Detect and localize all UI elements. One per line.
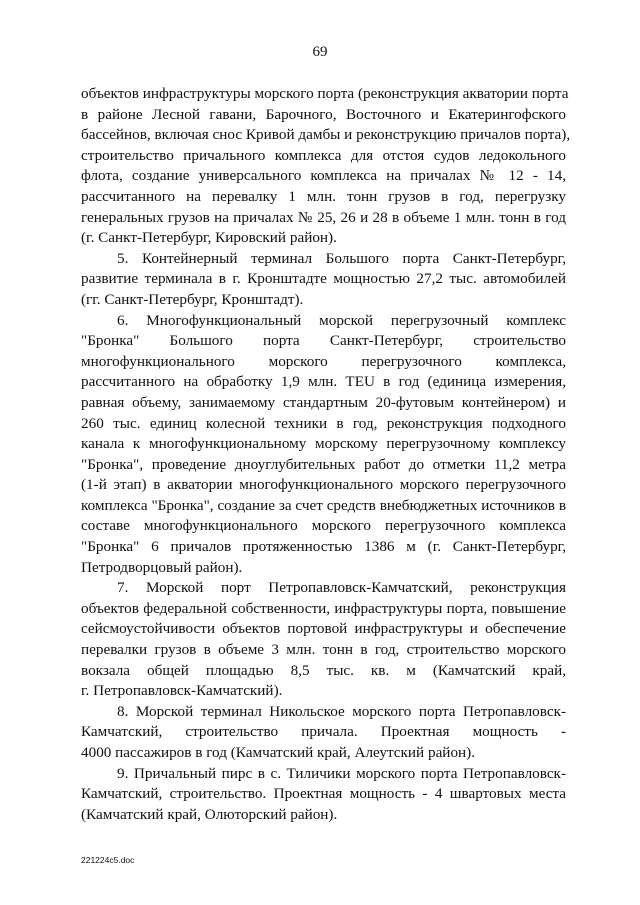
text-line: бассейнов, включая снос Кривой дамбы и реконструкцию причалов порта),	[81, 126, 571, 144]
text-line: в районе Лесной гавани, Барочного, Восточного и Екатерингофского	[81, 105, 566, 123]
text-line: объектов инфраструктуры морского порта (реконструкция акватории порта	[81, 85, 569, 102]
text-line: перевалки грузов в объеме 3 млн. тонн в год, строительство морского	[81, 641, 566, 659]
text-line: строительство причального комплекса для отстоя судов ледокольного	[81, 146, 566, 164]
text-line: вокзала общей площадью 8,5 тыс. кв. м (Камчатский край,	[81, 661, 566, 679]
text-line: Камчатский, строительство причала. Проектная мощность -	[81, 723, 566, 741]
text-line: многофункционального морского перегрузочного комплекса,	[81, 352, 566, 370]
text-line: комплекса "Бронка", создание за счет средств внебюджетных источников в	[81, 496, 566, 514]
paragraph	[81, 702, 566, 764]
paragraph	[81, 578, 566, 702]
text-line: 8. Морской терминал Никольское морского порта Петропавловск-	[117, 702, 566, 720]
text-line: генеральных грузов на причалах № 25, 26 и 28 в объеме 1 млн. тонн в год	[81, 208, 566, 226]
text-line: 7. Морской порт Петропавловск-Камчатский, реконструкция	[117, 579, 566, 597]
text-line: объектов федеральной собственности, инфраструктуры порта, повышение	[81, 599, 566, 617]
text-line: "Бронка" Большого порта Санкт-Петербург, строительство	[81, 332, 566, 350]
text-line: флота, создание универсального комплекса на причалах № 12 - 14,	[81, 167, 566, 185]
text-line: (1-й этап) в акватории многофункционального морского перегрузочного	[81, 476, 566, 494]
text-line: сейсмоустойчивости объектов портовой инфраструктуры и обеспечение	[81, 620, 566, 638]
text-line: 9. Причальный пирс в с. Тиличики морского порта Петропавловск-	[117, 764, 566, 782]
text-line: "Бронка", проведение дноуглубительных работ до отметки 11,2 метра	[81, 455, 566, 473]
text-line: 260 тыс. единиц колесной техники в год, реконструкция подходного	[81, 414, 566, 432]
text-line: (г. Санкт-Петербург, Кировский район).	[81, 229, 337, 247]
paragraph	[81, 311, 566, 579]
text-line: (Камчатский край, Олюторский район).	[81, 805, 338, 823]
text-line: составе многофункционального морского перегрузочного комплекса	[81, 517, 566, 535]
text-line: 6. Многофункциональный морской перегрузочный комплекс	[117, 311, 566, 329]
page-number: 69	[312, 44, 328, 60]
paragraph	[81, 764, 566, 826]
text-line: канала к многофункциональному морскому перегрузочному комплексу	[81, 435, 566, 453]
text-line: равная объему, занимаемому стандартным 20-футовым контейнером) и	[81, 393, 566, 411]
text-line: 4000 пассажиров в год (Камчатский край, Алеутский район).	[81, 744, 476, 761]
text-line: Камчатский, строительство. Проектная мощность - 4 швартовых места	[81, 785, 566, 803]
text-line: рассчитанного на перевалку 1 млн. тонн грузов в год, перегрузку	[81, 187, 566, 205]
text-line: рассчитанного на обработку 1,9 млн. TEU в год (единица измерения,	[81, 373, 566, 391]
text-line: Петродворцовый район).	[81, 558, 243, 576]
footer-document-code: 221224c5.doc	[81, 855, 135, 865]
text-line: 5. Контейнерный терминал Большого порта Санкт-Петербург,	[117, 249, 566, 267]
text-line: развитие терминала в г. Кронштадте мощностью 27,2 тыс. автомобилей	[81, 270, 566, 288]
paragraph	[81, 249, 566, 311]
paragraph	[81, 84, 571, 249]
text-line: (гг. Санкт-Петербург, Кронштадт).	[81, 290, 304, 308]
text-line: г. Петропавловск-Камчатский).	[81, 682, 283, 700]
document-body	[81, 84, 571, 825]
text-line: "Бронка" 6 причалов протяженностью 1386 м (г. Санкт-Петербург,	[81, 538, 566, 556]
